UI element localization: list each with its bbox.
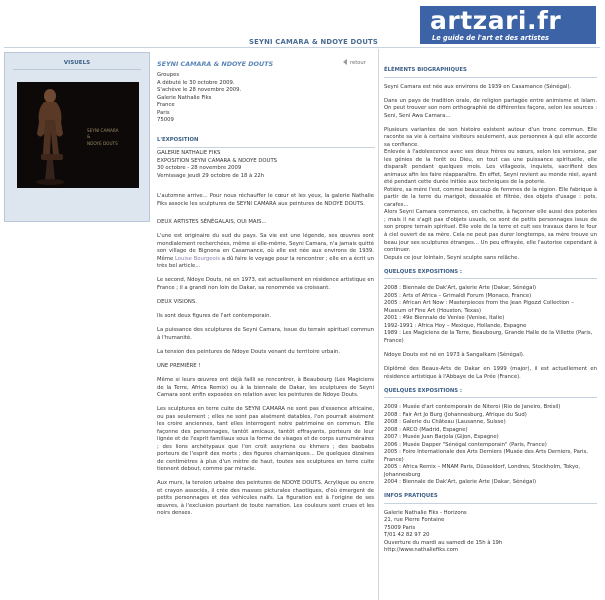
info-line: Paris [157, 109, 170, 116]
section-divider [384, 397, 597, 398]
exposition-item: 1992-1991 : Africa Hoy – Mexique, Hollande, Espagne [384, 322, 527, 329]
exposition-item: 2008 : Galerie du Château (Lausanne, Suisse) [384, 419, 506, 426]
section-divider [384, 77, 597, 78]
paragraph: La puissance des sculptures de Seyni Camara, issue du terrain spirituel commun à l'humanité. [157, 327, 374, 341]
back-arrow-icon [343, 59, 347, 65]
exhibition-text [157, 193, 374, 525]
bio-line: Depuis ce jour lointain, Seyni sculpte sans relâche. [384, 254, 520, 261]
section-divider [157, 147, 375, 148]
expo-line: Vernissage jeudi 29 octobre de 18 à 22h [157, 172, 265, 179]
exposition-item: 2008 : ARCO (Madrid, Espagne) [384, 426, 468, 433]
info-line: 21, rue Pierre Fontaine [384, 517, 445, 524]
exposition-item: 2005 : Foire Internationale des Arts Derniers (Musée des Arts Derniers, Paris, France) [384, 449, 588, 463]
exposition-item: 2007 : Musée Juan Barjola (Gijon, Espagne) [384, 434, 499, 441]
exposition-item: 2009 : Musée d'art contemporain de Niteroi (Rio de Janeiro, Brésil) [384, 404, 561, 411]
infos-pratiques [384, 510, 597, 555]
visuels-divider [13, 69, 141, 70]
paragraph: DEUX VISIONS. [157, 298, 197, 305]
bio-story [384, 127, 597, 262]
infos-heading: INFOS PRATIQUES [384, 493, 438, 500]
exposition-item: 2005 : African Art Now : Masterpieces from the Jean Pigozzi Collection – Museum of Fine Art (Houston, Texas) [384, 300, 574, 314]
visuels-label: VISUELS [63, 60, 91, 66]
exposition-item: 1989 : Les Magiciens de la Terre, Beaubourg, Grande Halle de la Villette (Paris, France) [384, 330, 593, 344]
logo-name: artzari.fr [430, 6, 562, 35]
info-line: S'achève le 28 novembre 2009. [157, 87, 242, 94]
exposition-heading: L'EXPOSITION [157, 137, 199, 143]
exposition-item: 2005 : Africa Remix – MNAM Paris, Düsseldorf, Londres, Stockholm, Tokyo, Johannesburg [384, 464, 581, 478]
expo-line: 30 octobre - 28 novembre 2009 [157, 165, 242, 172]
exposition-item: 2001 : 49e Biennale de Venise (Venise, Italie) [384, 315, 505, 322]
info-line: Ouverture du mardi au samedi de 15h à 19h [384, 539, 503, 546]
page-title: SEYNI CAMARA & NDOYE DOUTS [249, 38, 378, 46]
paragraph: Même si leurs œuvres ont déjà failli se rencontrer, à Beaubourg (Les Magiciens de la Terre, Africa Remix) ou à la biennale de Dakar, les sculptures de Seyni Camara sont enfin exposées en relation avec les peintures de Ndoye Douts. [157, 377, 374, 399]
louise-bourgeois-link[interactable]: Louise Bourgeois [174, 255, 220, 262]
exposition-item: 2006 : Musée Dapper "Sénégal contemporain" (Paris, France) [384, 441, 547, 448]
bio-line: Plusieurs variantes de son histoire existent autour d'un tronc commun. Elle raconte sa vie à certains visiteurs seulement, aux personnes à qui elle accorde sa confiance. [384, 126, 597, 148]
column-divider [378, 49, 379, 600]
paragraph: Les sculptures en terre cuite de SEYNI CAMARA ne sont pas d'essence africaine, ou pas seulement ; elles ne sont pas aisément datables, l'on pourrait aisément les croire anciennes, tant elles interrogent notre patrimoine en commun. Elle façonne des personnages, tantôt amicaux, tantôt effrayants, porteurs de leur lignée et de l'esprit familiaux sous la forme de visages et de corps surnuméraires ; des lions archétypaux que l'on croit assyriens ou khmers ; des baobabs porteurs de l'esprit des morts ; des figures chamaniques... De quelques dizaines de centimètres à plus d'un mètre de haut, toutes ses sculptures en terre cuite tiennent debout, comme par miracle. [157, 406, 374, 473]
exposition-details [157, 150, 372, 180]
paragraph: Ils sont deux figures de l'art contemporain. [157, 313, 272, 320]
site-logo[interactable] [420, 6, 596, 44]
exposition-item: 2004 : Biennale de Dak'Art, galerie Arte (Dakar, Sénégal) [384, 479, 537, 486]
info-line: Groupes [157, 72, 180, 78]
retour-label: retour [350, 60, 366, 66]
info-line: Galerie Nathalie Fiks - Horizons [384, 509, 467, 516]
exposition-list [384, 404, 597, 487]
bio-paragraph: Dans un pays de tradition orale, de religion partagée entre animisme et islam. On peut trouver son nom orthographié de différentes façons, selon les sources : Seni, Seni Awa Camara... [384, 97, 597, 119]
bio-paragraph: Seyni Camara est née aux environs de 1939 en Casamance (Sénégal). [384, 83, 572, 90]
artwork-caption-line: & [87, 134, 91, 140]
info-line: 75009 [157, 117, 174, 124]
info-line: Galerie Nathalie Fiks [157, 94, 212, 101]
exposition-item: 2008 : Fair Art Jo Burg (Johannesburg, Afrique du Sud) [384, 411, 527, 418]
visuels-panel [4, 52, 150, 222]
exposition-item: 2008 : Biennale de Dak'Art, galerie Arte (Dakar, Sénégal) [384, 285, 537, 292]
paragraph: Le second, Ndoye Douts, né en 1973, est actuellement en résidence artistique en France ; il a grandi non loin de Dakar, sa renommée va croissant. [157, 277, 374, 291]
info-line: T/01 42 82 97 20 [384, 532, 430, 539]
artwork-caption-line: SEYNI CAMARA [87, 128, 119, 133]
paragraph-text: L'une est originaire du sud du pays. Sa vie est une légende, ses œuvres sont mondialement recherchées, même si elle-même, Seyni Camara, n'a jamais quitté son village de Bignona en Casamance, où elle est née aux environs de 1939. Même [157, 233, 374, 262]
section-divider [384, 503, 597, 504]
info-line: France [157, 102, 175, 109]
paragraph [157, 233, 374, 271]
artwork-caption-line: NDOYE DOUTS [87, 140, 118, 146]
expo-line: EXPOSITION SEYNI CAMARA & NDOYE DOUTS [157, 157, 278, 164]
expositions-heading: QUELQUES EXPOSITIONS : [384, 268, 463, 275]
header-divider [4, 47, 600, 48]
logo-tagline: Le guide de l'art et des artistes [432, 34, 549, 42]
paragraph: UNE PREMIÈRE ! [157, 362, 201, 369]
bio-line: Potière, sa mère l'est, comme beaucoup de femmes de la région. Elle fabrique à partir de la terre du marigot, dessalée et filtrée, des objets d'usage : pots, carafes... [384, 186, 597, 208]
paragraph: La tension des peintures de Ndoye Douts venant du territoire urbain. [157, 348, 340, 355]
bio-paragraph: Diplômé des Beaux-Arts de Dakar en 1999 (major), il est actuellement en résidence artistique à l'Abbaye de La Prée (France). [384, 365, 597, 380]
bio-heading: ÉLÉMENTS BIOGRAPHIQUES [384, 67, 467, 73]
exposition-section-header [157, 137, 375, 148]
website-link[interactable]: http://www.nathaliefiks.com [384, 547, 459, 554]
exposition-list [384, 285, 597, 345]
info-line: A débuté le 30 octobre 2009. [157, 79, 235, 86]
expo-line: GALERIE NATHALIE FIKS [157, 150, 221, 156]
paragraph: DEUX ARTISTES SÉNÉGALAIS, OUI MAIS... [157, 219, 267, 226]
artwork-thumbnail[interactable] [17, 82, 139, 188]
bio-line: Enlevée à l'adolescence avec ses deux frères ou sœurs, selon les versions, par les génies de la forêt ou Dieu, en tout cas une puissance spirituelle, elle disparaît pendant quelques mois. Les villageois, inquiets, sacrifient des animaux afin les faire réapparaître. En effet, Seyni revient au monde réel, ayant été pendant cette durée initiée aux techniques de la poterie. [384, 149, 597, 186]
retour-link[interactable] [343, 59, 366, 67]
section-divider [384, 278, 597, 279]
info-line: 75009 Paris [384, 524, 416, 531]
exposition-item: 2005 : Arts of Africa – Grimaldi Forum (Monaco, France) [384, 292, 532, 299]
paragraph: Aux murs, la tension urbaine des peintures de NDOYE DOUTS. Acrylique ou encre et crayon associés, il crée des masses picturales chaotiques, d'où émergent de petits personnages et des véhicules naïfs. La figuration est à l'origine de ses œuvres, à l'exclusion pourtant de toute narration. Les couleurs sont crues et les noirs denses. [157, 480, 374, 517]
paragraph-text: a dû faire le voyage pour la rencontrer ; elle en a écrit un très bel article... [157, 255, 374, 270]
exhibition-info [157, 72, 267, 125]
artwork-caption [87, 128, 137, 147]
bio-line: Alors Seyni Camara commence, en cachette, à façonner elle aussi des poteries ; mais il ne s'agit pas d'objets usuels, ce sont de petits personnages issus de son propre terrain spirituel. Elle vole de la terre et cuit ses travaux dans le four à ciel ouvert de sa mère. Cela ne peut pas durer longtemps, sa mère trouve un beau jour ses sculptures étranges... Un peu effrayée, elle l'autorise cependant à continuer. [384, 209, 597, 254]
right-column [384, 67, 597, 555]
exhibition-title: SEYNI CAMARA & NDOYE DOUTS [157, 60, 274, 68]
paragraph: L'automne arrive... Pour nous réchauffer le cœur et les yeux, la galerie Nathalie Fiks associe les sculptures de SEYNI CAMARA aux peintures de NDOYE DOUTS. [157, 193, 374, 207]
expositions-heading: QUELQUES EXPOSITIONS : [384, 387, 463, 394]
bio-paragraph: Ndoye Douts est né en 1973 à Sangalkam (Sénégal). [384, 351, 525, 358]
